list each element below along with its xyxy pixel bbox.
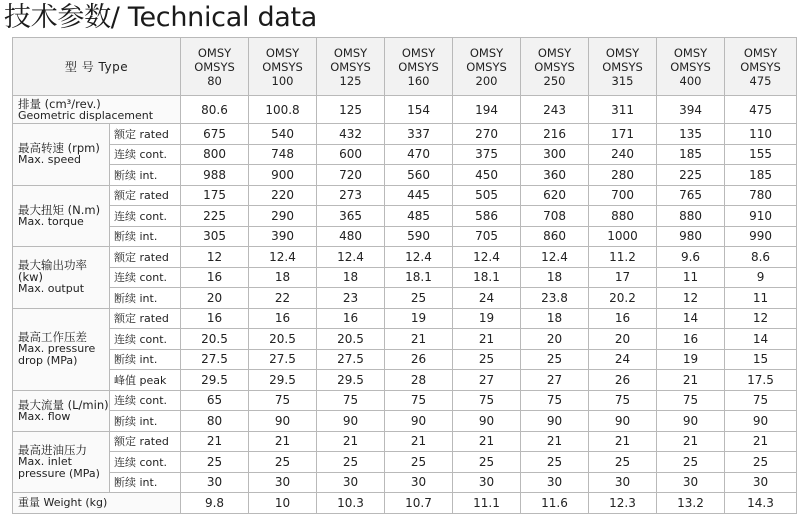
group-label-en: Max. output xyxy=(18,282,85,296)
table-cell: 280 xyxy=(589,165,657,186)
table-cell: 16 xyxy=(657,329,725,350)
table-cell: 19 xyxy=(385,308,453,329)
table-row xyxy=(13,370,797,391)
table-cell: 19 xyxy=(453,308,521,329)
table-cell: 30 xyxy=(725,472,797,493)
table-cell: 270 xyxy=(453,124,521,145)
model-header xyxy=(725,38,797,96)
model-header-line2: OMSYS xyxy=(740,59,781,74)
header-row xyxy=(13,38,797,96)
table-cell: 20.5 xyxy=(249,329,317,350)
table-cell: 154 xyxy=(385,96,453,124)
model-header-line2: OMSYS xyxy=(466,59,507,74)
table-cell: 225 xyxy=(657,165,725,186)
table-row xyxy=(13,185,797,206)
table-cell: 10.3 xyxy=(317,493,385,514)
table-cell: 900 xyxy=(249,165,317,186)
table-cell: 110 xyxy=(725,124,797,145)
table-cell: 14.3 xyxy=(725,493,797,514)
row-label: 额定 rated xyxy=(110,431,181,452)
model-header-line2: OMSYS xyxy=(670,59,711,74)
table-cell: 700 xyxy=(589,185,657,206)
group-label-en: Max. torque xyxy=(18,214,84,228)
table-cell: 748 xyxy=(249,144,317,165)
model-header-line2: OMSYS xyxy=(602,59,643,74)
table-cell: 9.8 xyxy=(181,493,249,514)
table-cell: 75 xyxy=(521,390,589,411)
table-cell: 25 xyxy=(453,452,521,473)
table-cell: 80.6 xyxy=(181,96,249,124)
table-body xyxy=(13,38,797,514)
table-cell: 470 xyxy=(385,144,453,165)
model-header xyxy=(657,38,725,96)
row-label: 连续 cont. xyxy=(110,206,181,227)
table-cell: 30 xyxy=(589,472,657,493)
table-cell: 390 xyxy=(249,226,317,247)
table-cell: 9 xyxy=(725,267,797,288)
table-cell: 25 xyxy=(453,349,521,370)
model-header xyxy=(453,38,521,96)
table-cell: 175 xyxy=(181,185,249,206)
table-cell: 28 xyxy=(385,370,453,391)
table-cell: 194 xyxy=(453,96,521,124)
table-cell: 18 xyxy=(521,308,589,329)
table-cell: 30 xyxy=(385,472,453,493)
row-label: 连续 cont. xyxy=(110,329,181,350)
table-cell: 16 xyxy=(249,308,317,329)
table-cell: 21 xyxy=(657,431,725,452)
table-cell: 22 xyxy=(249,288,317,309)
table-cell: 12.4 xyxy=(249,247,317,268)
table-cell: 90 xyxy=(521,411,589,432)
table-cell: 30 xyxy=(317,472,385,493)
table-cell: 21 xyxy=(589,431,657,452)
table-row xyxy=(13,472,797,493)
table-cell: 600 xyxy=(317,144,385,165)
table-cell: 125 xyxy=(317,96,385,124)
technical-data-table xyxy=(12,37,797,514)
table-cell: 16 xyxy=(317,308,385,329)
table-cell: 30 xyxy=(181,472,249,493)
table-cell: 720 xyxy=(317,165,385,186)
table-cell: 990 xyxy=(725,226,797,247)
table-cell: 17.5 xyxy=(725,370,797,391)
table-cell: 360 xyxy=(521,165,589,186)
table-cell: 21 xyxy=(521,431,589,452)
table-cell: 75 xyxy=(385,390,453,411)
table-cell: 27.5 xyxy=(181,349,249,370)
table-row xyxy=(13,124,797,145)
table-cell: 25 xyxy=(317,452,385,473)
table-cell: 273 xyxy=(317,185,385,206)
table-cell: 19 xyxy=(657,349,725,370)
model-header-line3: 200 xyxy=(475,73,498,88)
table-cell: 18.1 xyxy=(453,267,521,288)
table-cell: 480 xyxy=(317,226,385,247)
model-header xyxy=(521,38,589,96)
table-cell: 311 xyxy=(589,96,657,124)
group-label-cn: 最大输出功率 (kw) xyxy=(18,258,87,285)
row-label: 额定 rated xyxy=(110,247,181,268)
model-header-line3: 400 xyxy=(679,73,702,88)
table-cell: 75 xyxy=(589,390,657,411)
model-header xyxy=(589,38,657,96)
table-cell: 27 xyxy=(521,370,589,391)
table-cell: 25 xyxy=(657,452,725,473)
table-cell: 25 xyxy=(181,452,249,473)
table-cell: 21 xyxy=(317,431,385,452)
group-label xyxy=(13,390,110,431)
table-cell: 860 xyxy=(521,226,589,247)
group-label xyxy=(13,247,110,309)
table-cell: 155 xyxy=(725,144,797,165)
table-row xyxy=(13,206,797,227)
table-cell: 12.4 xyxy=(521,247,589,268)
displacement-label-cn: 排量 (cm³/rev.) xyxy=(18,96,101,111)
table-cell: 560 xyxy=(385,165,453,186)
group-label-en: Max. pressure drop (MPa) xyxy=(18,342,96,367)
row-label: 断续 int. xyxy=(110,288,181,309)
model-header xyxy=(385,38,453,96)
table-row xyxy=(13,267,797,288)
table-cell: 25 xyxy=(385,288,453,309)
model-header xyxy=(181,38,249,96)
table-cell: 90 xyxy=(385,411,453,432)
table-cell: 240 xyxy=(589,144,657,165)
table-cell: 27 xyxy=(453,370,521,391)
table-row xyxy=(13,288,797,309)
group-label-en: Max. flow xyxy=(18,409,71,423)
table-cell: 90 xyxy=(317,411,385,432)
table-cell: 225 xyxy=(181,206,249,227)
group-label-en: Max. speed xyxy=(18,153,81,167)
table-cell: 27.5 xyxy=(317,349,385,370)
table-cell: 988 xyxy=(181,165,249,186)
table-cell: 24 xyxy=(589,349,657,370)
table-cell: 135 xyxy=(657,124,725,145)
model-header xyxy=(317,38,385,96)
model-header-line3: 315 xyxy=(611,73,634,88)
table-cell: 765 xyxy=(657,185,725,206)
table-cell: 23 xyxy=(317,288,385,309)
model-header-line3: 475 xyxy=(749,73,772,88)
table-cell: 12 xyxy=(657,288,725,309)
table-cell: 30 xyxy=(657,472,725,493)
table-row xyxy=(13,390,797,411)
table-cell: 620 xyxy=(521,185,589,206)
table-row xyxy=(13,411,797,432)
table-cell: 171 xyxy=(589,124,657,145)
table-cell: 11.6 xyxy=(521,493,589,514)
table-cell: 25 xyxy=(521,349,589,370)
table-cell: 185 xyxy=(725,165,797,186)
table-cell: 16 xyxy=(589,308,657,329)
row-label: 断续 int. xyxy=(110,349,181,370)
model-header-line3: 250 xyxy=(543,73,566,88)
table-cell: 800 xyxy=(181,144,249,165)
model-header-line3: 160 xyxy=(407,73,430,88)
model-header-line1: OMSY xyxy=(265,45,300,60)
weight-label: 重量 Weight (kg) xyxy=(13,493,181,514)
table-cell: 25 xyxy=(385,452,453,473)
model-header xyxy=(249,38,317,96)
group-label xyxy=(13,185,110,247)
table-cell: 185 xyxy=(657,144,725,165)
table-cell: 20 xyxy=(181,288,249,309)
table-cell: 12.4 xyxy=(317,247,385,268)
type-header: 型 号 Type xyxy=(13,38,181,96)
table-row xyxy=(13,329,797,350)
table-cell: 16 xyxy=(181,267,249,288)
table-row xyxy=(13,165,797,186)
model-header-line2: OMSYS xyxy=(194,59,235,74)
table-cell: 708 xyxy=(521,206,589,227)
table-cell: 75 xyxy=(725,390,797,411)
table-cell: 26 xyxy=(385,349,453,370)
table-cell: 11.1 xyxy=(453,493,521,514)
table-cell: 445 xyxy=(385,185,453,206)
table-cell: 27.5 xyxy=(249,349,317,370)
table-cell: 20.5 xyxy=(317,329,385,350)
table-cell: 21 xyxy=(385,329,453,350)
displacement-label xyxy=(13,96,181,124)
model-header-line1: OMSY xyxy=(673,45,708,60)
table-cell: 12 xyxy=(181,247,249,268)
table-cell: 20 xyxy=(521,329,589,350)
table-cell: 65 xyxy=(181,390,249,411)
row-label: 额定 rated xyxy=(110,308,181,329)
model-header-line1: OMSY xyxy=(401,45,436,60)
group-label-cn: 最高进油压力 xyxy=(18,442,87,457)
table-cell: 18 xyxy=(521,267,589,288)
table-row xyxy=(13,144,797,165)
model-header-line3: 125 xyxy=(339,73,362,88)
table-cell: 26 xyxy=(589,370,657,391)
table-cell: 10 xyxy=(249,493,317,514)
table-cell: 675 xyxy=(181,124,249,145)
table-cell: 1000 xyxy=(589,226,657,247)
model-header-line3: 80 xyxy=(207,73,222,88)
table-cell: 18 xyxy=(249,267,317,288)
table-cell: 90 xyxy=(589,411,657,432)
table-cell: 450 xyxy=(453,165,521,186)
model-header-line1: OMSY xyxy=(197,45,232,60)
table-cell: 75 xyxy=(453,390,521,411)
table-cell: 20.5 xyxy=(181,329,249,350)
table-row xyxy=(13,349,797,370)
table-cell: 15 xyxy=(725,349,797,370)
table-cell: 12.3 xyxy=(589,493,657,514)
table-cell: 25 xyxy=(589,452,657,473)
table-cell: 12.4 xyxy=(453,247,521,268)
table-cell: 290 xyxy=(249,206,317,227)
group-label xyxy=(13,431,110,493)
table-cell: 25 xyxy=(725,452,797,473)
table-row xyxy=(13,431,797,452)
table-cell: 475 xyxy=(725,96,797,124)
page-title: 技术参数/ Technical data xyxy=(4,2,318,33)
table-cell: 21 xyxy=(453,431,521,452)
model-header-line2: OMSYS xyxy=(262,59,303,74)
displacement-label-en: Geometric displacement xyxy=(18,108,154,122)
table-cell: 300 xyxy=(521,144,589,165)
row-label: 连续 cont. xyxy=(110,144,181,165)
table-cell: 880 xyxy=(657,206,725,227)
weight-row xyxy=(13,493,797,514)
group-label-cn: 最高转速 (rpm) xyxy=(18,141,100,156)
table-cell: 21 xyxy=(249,431,317,452)
model-header-line1: OMSY xyxy=(743,45,778,60)
table-cell: 13.2 xyxy=(657,493,725,514)
row-label: 断续 int. xyxy=(110,226,181,247)
row-label: 连续 cont. xyxy=(110,267,181,288)
table-cell: 90 xyxy=(249,411,317,432)
model-header-line2: OMSYS xyxy=(398,59,439,74)
table-cell: 20.2 xyxy=(589,288,657,309)
table-cell: 29.5 xyxy=(181,370,249,391)
table-cell: 30 xyxy=(453,472,521,493)
table-cell: 590 xyxy=(385,226,453,247)
table-cell: 12.4 xyxy=(385,247,453,268)
table-cell: 394 xyxy=(657,96,725,124)
row-label: 额定 rated xyxy=(110,124,181,145)
table-cell: 18 xyxy=(317,267,385,288)
table-cell: 21 xyxy=(657,370,725,391)
row-label: 连续 cont. xyxy=(110,390,181,411)
table-cell: 30 xyxy=(521,472,589,493)
table-row xyxy=(13,308,797,329)
table-cell: 25 xyxy=(521,452,589,473)
table-cell: 910 xyxy=(725,206,797,227)
table-cell: 30 xyxy=(249,472,317,493)
table-cell: 90 xyxy=(657,411,725,432)
table-cell: 17 xyxy=(589,267,657,288)
table-cell: 75 xyxy=(317,390,385,411)
table-cell: 29.5 xyxy=(317,370,385,391)
table-cell: 90 xyxy=(725,411,797,432)
group-label-en: Max. inlet pressure (MPa) xyxy=(18,454,100,480)
table-cell: 23.8 xyxy=(521,288,589,309)
table-cell: 16 xyxy=(181,308,249,329)
table-cell: 21 xyxy=(385,431,453,452)
table-cell: 25 xyxy=(249,452,317,473)
table-cell: 18.1 xyxy=(385,267,453,288)
table-cell: 305 xyxy=(181,226,249,247)
table-cell: 75 xyxy=(249,390,317,411)
model-header-line2: OMSYS xyxy=(534,59,575,74)
table-cell: 100.8 xyxy=(249,96,317,124)
table-cell: 8.6 xyxy=(725,247,797,268)
table-cell: 485 xyxy=(385,206,453,227)
group-label xyxy=(13,308,110,390)
table-cell: 14 xyxy=(657,308,725,329)
row-label: 断续 int. xyxy=(110,472,181,493)
table-cell: 12 xyxy=(725,308,797,329)
group-label-cn: 最高工作压差 xyxy=(18,330,87,344)
table-cell: 24 xyxy=(453,288,521,309)
table-cell: 337 xyxy=(385,124,453,145)
model-header-line1: OMSY xyxy=(605,45,640,60)
table-cell: 80 xyxy=(181,411,249,432)
table-row xyxy=(13,452,797,473)
displacement-row xyxy=(13,96,797,124)
row-label: 峰值 peak xyxy=(110,370,181,391)
group-label xyxy=(13,124,110,186)
model-header-line1: OMSY xyxy=(469,45,504,60)
row-label: 连续 cont. xyxy=(110,452,181,473)
table-cell: 220 xyxy=(249,185,317,206)
table-cell: 29.5 xyxy=(249,370,317,391)
table-cell: 243 xyxy=(521,96,589,124)
group-label-cn: 最大流量 (L/min) xyxy=(18,397,109,412)
table-cell: 375 xyxy=(453,144,521,165)
group-label-cn: 最大扭矩 (N.m) xyxy=(18,202,101,217)
table-cell: 365 xyxy=(317,206,385,227)
table-cell: 90 xyxy=(453,411,521,432)
table-cell: 21 xyxy=(725,431,797,452)
table-cell: 9.6 xyxy=(657,247,725,268)
table-cell: 20 xyxy=(589,329,657,350)
table-cell: 10.7 xyxy=(385,493,453,514)
row-label: 断续 int. xyxy=(110,165,181,186)
model-header-line2: OMSYS xyxy=(330,59,371,74)
table-cell: 980 xyxy=(657,226,725,247)
table-cell: 11 xyxy=(657,267,725,288)
table-cell: 21 xyxy=(181,431,249,452)
table-cell: 14 xyxy=(725,329,797,350)
table-cell: 505 xyxy=(453,185,521,206)
model-header-line1: OMSY xyxy=(333,45,368,60)
table-cell: 586 xyxy=(453,206,521,227)
table-cell: 11 xyxy=(725,288,797,309)
table-cell: 216 xyxy=(521,124,589,145)
model-header-line3: 100 xyxy=(271,73,294,88)
table-cell: 75 xyxy=(657,390,725,411)
table-cell: 705 xyxy=(453,226,521,247)
table-row xyxy=(13,226,797,247)
table-cell: 540 xyxy=(249,124,317,145)
row-label: 断续 int. xyxy=(110,411,181,432)
row-label: 额定 rated xyxy=(110,185,181,206)
table-cell: 432 xyxy=(317,124,385,145)
table-cell: 880 xyxy=(589,206,657,227)
table-cell: 21 xyxy=(453,329,521,350)
table-cell: 780 xyxy=(725,185,797,206)
table-cell: 11.2 xyxy=(589,247,657,268)
table-row xyxy=(13,247,797,268)
model-header-line1: OMSY xyxy=(537,45,572,60)
